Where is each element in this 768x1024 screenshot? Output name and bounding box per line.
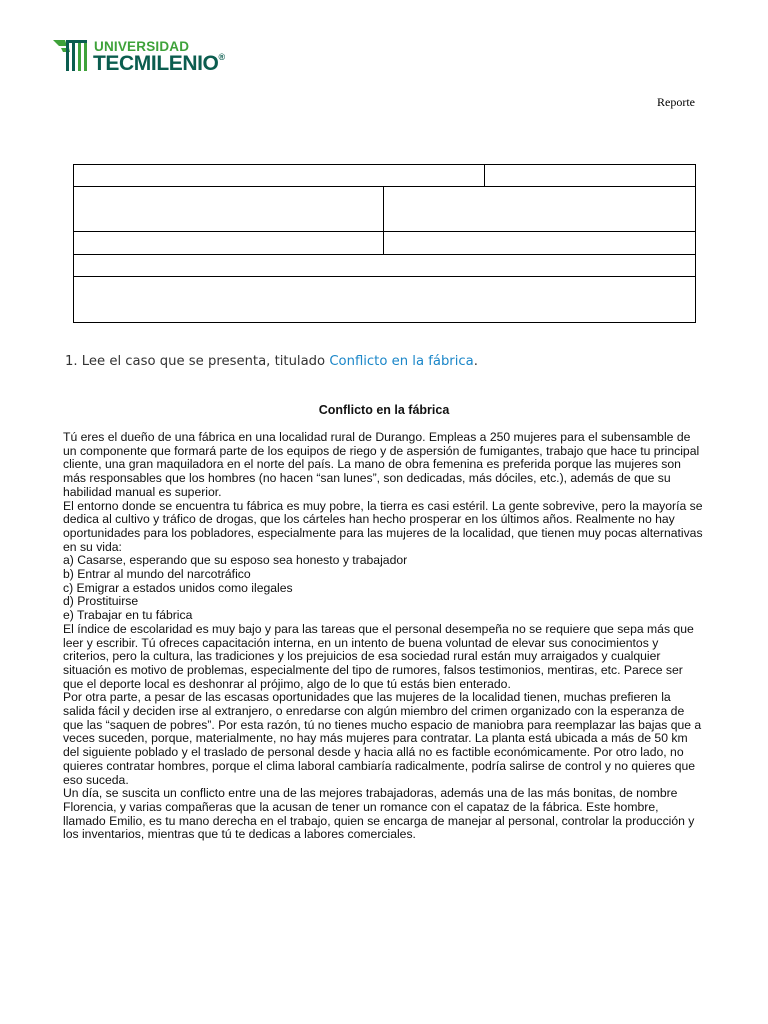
case-list-item: c) Emigrar a estados unidos como ilegales — [63, 580, 293, 595]
case-list-item: d) Prostituirse — [63, 594, 139, 609]
instruction-number: 1. — [65, 354, 78, 369]
case-list-item: e) Trabajar en tu fábrica — [63, 608, 193, 623]
case-title-link[interactable]: Conflicto en la fábrica — [329, 354, 474, 369]
case-list-item: a) Casarse, esperando que su esposo sea honesto y trabajador — [63, 553, 408, 568]
case-paragraph: El entorno donde se encuentra tu fábrica es muy pobre, la tierra es casi estéril. La gente sobrevive, pero la mayoría se dedica al cultivo y tráfico de drogas, que los cárteles han hecho prosperar en los últimos años. Realmente no hay oportunidades para los pobladores, especialmente para las mujeres de la localidad, que tienen muy pocas alternativas en su vida: — [63, 498, 703, 554]
case-paragraph: Tú eres el dueño de una fábrica en una localidad rural de Durango. Empleas a 250 mujeres para el subensamble de un componente que formará parte de los equipos de riego y de aspersión de fumigantes, trabajo que hace tu principal cliente, una gran maquiladora en el norte del país. La mano de obra femenina es preferida porque las mujeres son más responsables que los hombres (no hacen “san lunes”, son dedicadas, más dóciles, etc.), además de que su habilidad manual es superior. — [63, 430, 700, 499]
case-paragraph: Por otra parte, a pesar de las escasas oportunidades que las mujeres de la localidad tienen, muchas prefieren la salida fácil y deciden irse al extranjero, o enredarse con algún miembro del crimen organizado con la esperanza de que las “saquen de pobres”. Por esta razón, tú no tienes mucho espacio de maniobra para reemplazar las bajas que a veces suceden, porque, materialmente, no hay más mujeres para contratar. La planta está ubicada a más de 50 km del siguiente poblado y el traslado de personal desde y hacia allá no es factible económicamente. Por otro lado, no quieres contratar hombres, porque el clima laboral cambiaría radicalmente, podría salirse de control y no quieres que eso suceda. — [63, 690, 702, 787]
form-cell-module — [74, 232, 384, 255]
instruction-text: Lee el caso que se presenta, titulado — [81, 354, 326, 369]
logo-tecmilenio-text: TECMILENIO® — [93, 52, 225, 75]
case-title: Conflicto en la fábrica — [318, 403, 450, 417]
tecmilenio-logo-mark — [52, 36, 92, 74]
document-type-label: Reporte — [657, 95, 695, 109]
case-body — [63, 431, 703, 842]
case-paragraph: Un día, se suscita un conflicto entre una de las mejores trabajadoras, además una de las más bonitas, de nombre Florencia, y varias compañeras que la acusan de tener un romance con el capataz de la fábrica. Este hombre, llamado Emilio, es tu mano derecha en el trabajo, quien se encarga de manejar al personal, controlar la producción y los inventarios, mientras que tú te dedicas a labores comerciales. — [63, 786, 695, 842]
form-cell-course — [384, 187, 696, 232]
case-paragraph: El índice de escolaridad es muy bajo y para las tareas que el personal desempeña no se requiere que sepa más que leer y escribir. Tú ofreces capacitación interna, en un intento de buena voluntad de elevar sus conocimientos y criterios, pero la cultura, las tradiciones y los prejuicios de esa sociedad rural están muy arraigados y cualquier situación es motivo de problemas, especialmente del tipo de rumores, falsos testimonios, mentiras, etc. Parece ser que el deporte local es deshonrar al prójimo, algo de lo que tú estás bien enterado. — [63, 621, 694, 691]
logo-university-text: UNIVERSIDAD — [94, 39, 190, 54]
university-logo — [52, 36, 252, 76]
case-list-item: b) Entrar al mundo del narcotráfico — [63, 567, 251, 582]
instruction-item — [65, 354, 478, 369]
registered-mark: ® — [218, 52, 225, 62]
form-cell-id — [485, 165, 696, 187]
form-cell-program — [74, 187, 384, 232]
form-cell-bibliography — [74, 277, 696, 323]
form-cell-date — [74, 255, 696, 277]
header-form-table — [73, 164, 696, 323]
instruction-period: . — [473, 354, 478, 369]
form-cell-name — [74, 165, 485, 187]
form-cell-activity — [384, 232, 696, 255]
